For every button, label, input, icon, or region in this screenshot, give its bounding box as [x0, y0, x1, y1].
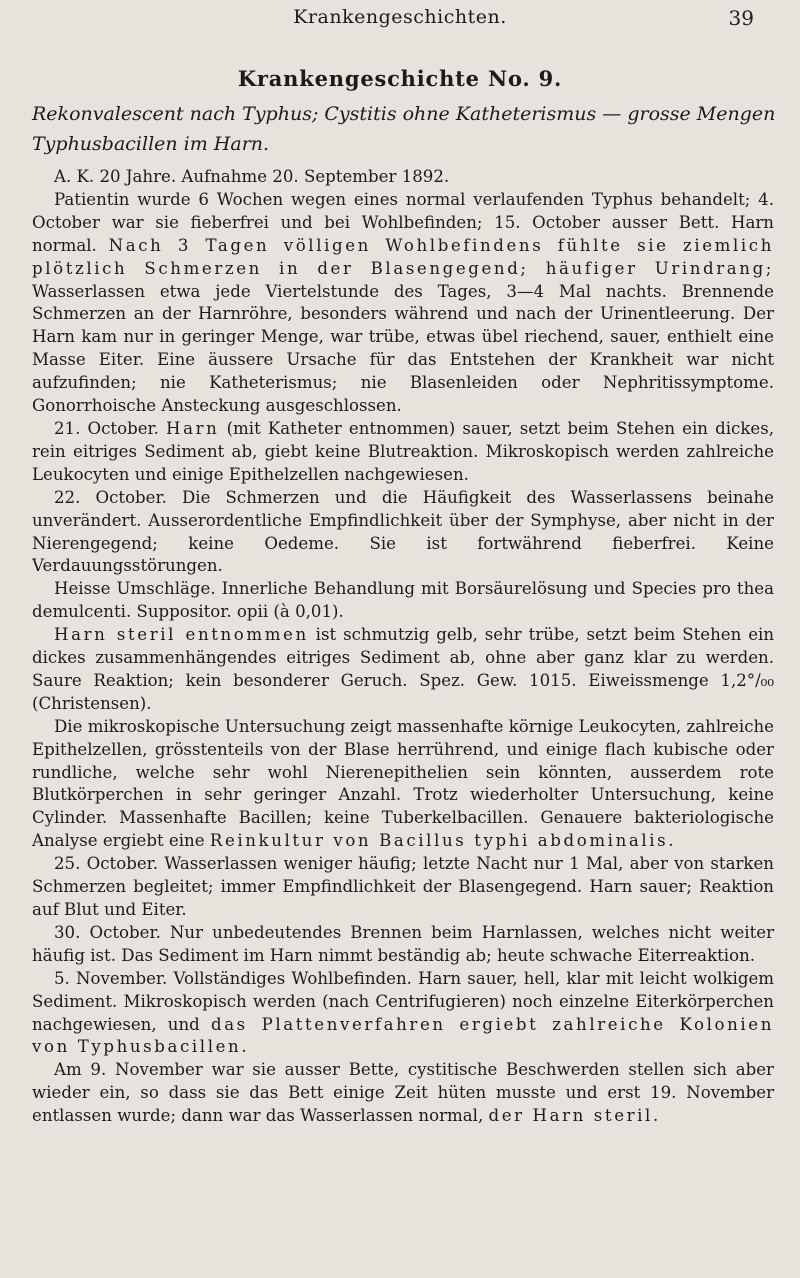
- paragraph: A. K. 20 Jahre. Aufnahme 20. September 1892.: [54, 167, 450, 186]
- paragraph: 21. October. Harn (mit Katheter entnommen) sauer, setzt beim Stehen ein dickes, rein eitriges Sediment ab, giebt keine Blutreaktion. Mikroskopisch werden zahlreiche Leukocyten und einige Epithelzellen nachgewiesen.: [32, 418, 774, 484]
- paragraph: 25. October. Wasserlassen weniger häufig; letzte Nacht nur 1 Mal, aber von starken Schmerzen begleitet; immer Empfindlichkeit der Blasengegend. Harn sauer; Reaktion auf Blut und Eiter.: [32, 854, 774, 919]
- spaced-emphasis: der Harn steril: [488, 1106, 653, 1126]
- spaced-emphasis: Nach 3 Tagen völligen Wohlbefindens fühlte sie ziemlich plötzlich Schmerzen in der Blasengegend; häufiger Urindrang;: [32, 235, 774, 278]
- paragraph: Heisse Umschläge. Innerliche Behandlung mit Borsäurelösung und Species pro thea demulcenti. Suppositor. opii (à 0,01).: [32, 579, 774, 622]
- paragraph: Am 9. November war sie ausser Bette, cystitische Beschwerden stellen sich aber wieder ein, so dass sie das Bett einige Zeit hüten musste und erst 19. November entlassen wurde; dann war das Wasserlassen normal, der Harn steril.: [32, 1060, 774, 1126]
- spaced-emphasis: Harn: [166, 418, 220, 438]
- case-body: [32, 166, 774, 1128]
- spaced-emphasis: Reinkultur von Bacillus typhi abdominalis: [209, 831, 669, 851]
- paragraph: Harn steril entnommen ist schmutzig gelb, sehr trübe, setzt beim Stehen ein dickes zusammenhängendes eitriges Sediment ab, ohne aber ganz klar zu werden. Saure Reaktion; kein besonderer Geruch. Spez. Gew. 1015. Eiweissmenge 1,2°/₀₀ (Christensen).: [32, 625, 775, 713]
- case-title: Krankengeschichte No. 9.: [237, 66, 563, 91]
- spaced-emphasis: das Plattenverfahren ergiebt zahlreiche Kolonien von Typhusbacillen: [32, 1014, 774, 1057]
- page-number: 39: [728, 6, 754, 30]
- paragraph: Die mikroskopische Untersuchung zeigt massenhafte körnige Leukocyten, zahlreiche Epithelzellen, grösstenteils von der Blase herrührend, und einige flach kubische oder rundliche, welche sehr wohl Nierenepithelien sein könnten, ausserdem rote Blutkörperchen in sehr geringer Anzahl. Trotz wiederholter Untersuchung, keine Cylinder. Massenhafte Bacillen; keine Tuberkelbacillen. Genauere bakteriologische Analyse ergiebt eine Reinkultur von Bacillus typhi abdominalis.: [32, 716, 774, 851]
- case-subtitle: Rekonvalescent nach Typhus; Cystitis ohne Katheterismus — grosse Mengen Typhusbacillen im Harn.: [32, 103, 776, 155]
- paragraph: 30. October. Nur unbedeutendes Brennen beim Harnlassen, welches nicht weiter häufig ist. Das Sediment im Harn nimmt beständig ab; heute schwache Eiterreaktion.: [32, 922, 774, 965]
- spaced-emphasis: Harn steril entnommen: [54, 625, 309, 645]
- paragraph: 22. October. Die Schmerzen und die Häufigkeit des Wasserlassens beinahe unverändert. Ausserordentliche Empfindlichkeit über der Symphyse, aber nicht in der Nierengegend; keine Oedeme. Sie ist fortwährend fieberfrei. Keine Verdauungsstörungen.: [32, 487, 774, 576]
- running-title: Krankengeschichten.: [293, 6, 507, 28]
- paragraph: 5. November. Vollständiges Wohlbefinden. Harn sauer, hell, klar mit leicht wolkigem Sediment. Mikroskopisch werden (nach Centrifugieren) noch einzelne Eiterkörperchen nachgewiesen, und das Plattenverfahren ergiebt zahlreiche Kolonien von Typhusbacillen.: [32, 968, 774, 1057]
- running-head: [0, 6, 800, 34]
- paragraph: Patientin wurde 6 Wochen wegen eines normal verlaufenden Typhus behandelt; 4. October war sie fieberfrei und bei Wohlbefinden; 15. October ausser Bett. Harn normal. Nach 3 Tagen völligen Wohlbefindens fühlte sie ziemlich plötzlich Schmerzen in der Blasengegend; häufiger Urindrang; Wasserlassen etwa jede Viertelstunde des Tages, 3—4 Mal nachts. Brennende Schmerzen an der Harnröhre, besonders während und nach der Urinentleerung. Der Harn kam nur in geringer Menge, war trübe, etwas übel riechend, sauer, enthielt eine Masse Eiter. Eine äussere Ursache für das Entstehen der Krankheit war nicht aufzufinden; nie Katheterismus; nie Blasenleiden oder Nephritissymptome. Gonorrhoische Ansteckung ausgeschlossen.: [32, 189, 774, 416]
